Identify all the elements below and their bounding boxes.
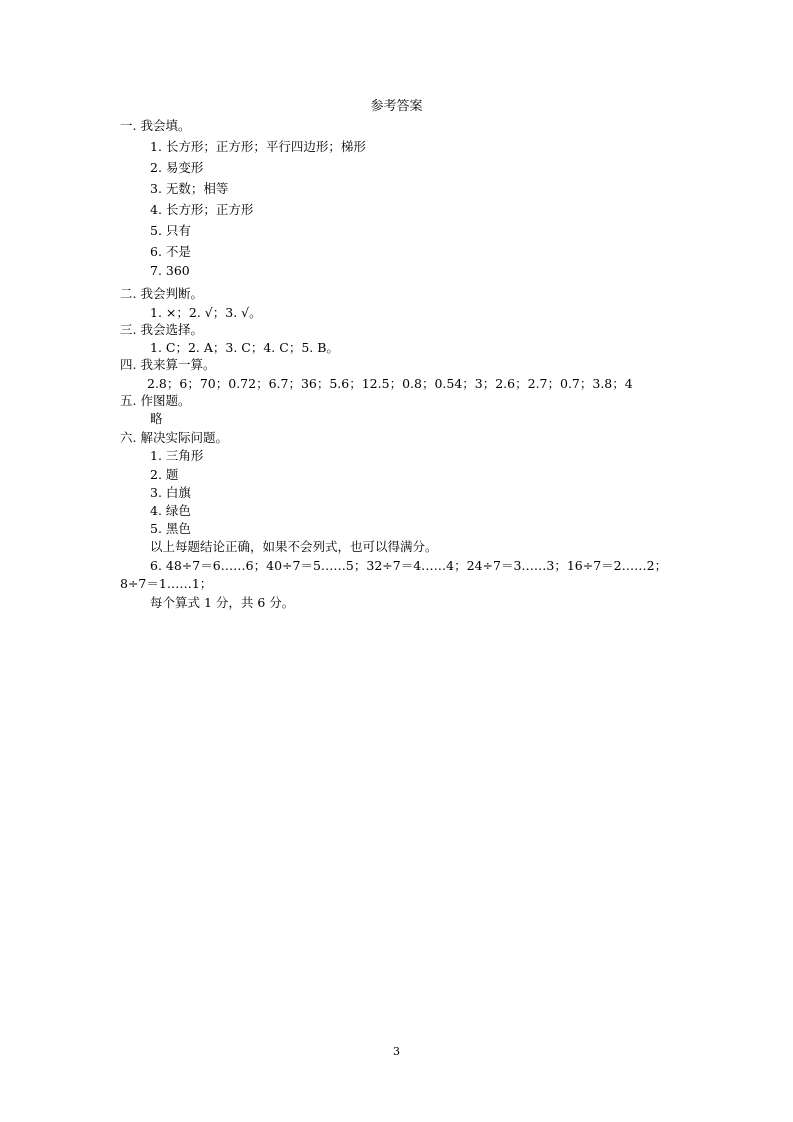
answer-6-6-line1: 6. 48÷7＝6……6；40÷7＝5……5；32÷7＝4……4；24÷7＝3……3；16÷7＝2……2； [150, 558, 668, 573]
answer-4: 2.8；6；70；0.72；6.7；36；5.6；12.5；0.8；0.54；3；2.6；2.7；0.7；3.8；4 [147, 376, 633, 391]
answer-3: 1. C；2. A；3. C；4. C；5. B。 [150, 340, 339, 355]
answer-2: 1. ×；2. √；3. √。 [150, 305, 262, 320]
answer-6-note: 以上每题结论正确，如果不会列式，也可以得满分。 [150, 539, 438, 554]
section-heading-4: 四. 我来算一算。 [120, 357, 216, 372]
answer-6-5: 5. 黑色 [150, 521, 191, 536]
answer-6-3: 3. 白旗 [150, 485, 191, 500]
answer-6-2: 2. 题 [150, 467, 179, 482]
section-heading-2: 二. 我会判断。 [120, 286, 203, 301]
section-heading-6: 六. 解决实际问题。 [120, 430, 228, 445]
answer-5: 略 [150, 411, 163, 426]
answer-1-7: 7. 360 [150, 263, 190, 278]
answer-6-4: 4. 绿色 [150, 503, 191, 518]
answer-6-6-line2: 8÷7＝1……1； [120, 576, 213, 591]
section-heading-1: 一. 我会填。 [120, 118, 191, 133]
answer-6-1: 1. 三角形 [150, 448, 204, 463]
answer-6-score: 每个算式 1 分，共 6 分。 [150, 595, 295, 610]
answer-1-1: 1. 长方形；正方形；平行四边形；梯形 [150, 139, 366, 154]
page-number: 3 [393, 1045, 400, 1058]
answer-1-2: 2. 易变形 [150, 160, 204, 175]
section-heading-3: 三. 我会选择。 [120, 322, 203, 337]
page-title: 参考答案 [370, 99, 423, 114]
answer-1-6: 6. 不是 [150, 244, 191, 259]
section-heading-5: 五. 作图题。 [120, 393, 191, 408]
answer-1-5: 5. 只有 [150, 223, 191, 238]
answer-1-3: 3. 无数；相等 [150, 181, 229, 196]
answer-1-4: 4. 长方形；正方形 [150, 202, 254, 217]
